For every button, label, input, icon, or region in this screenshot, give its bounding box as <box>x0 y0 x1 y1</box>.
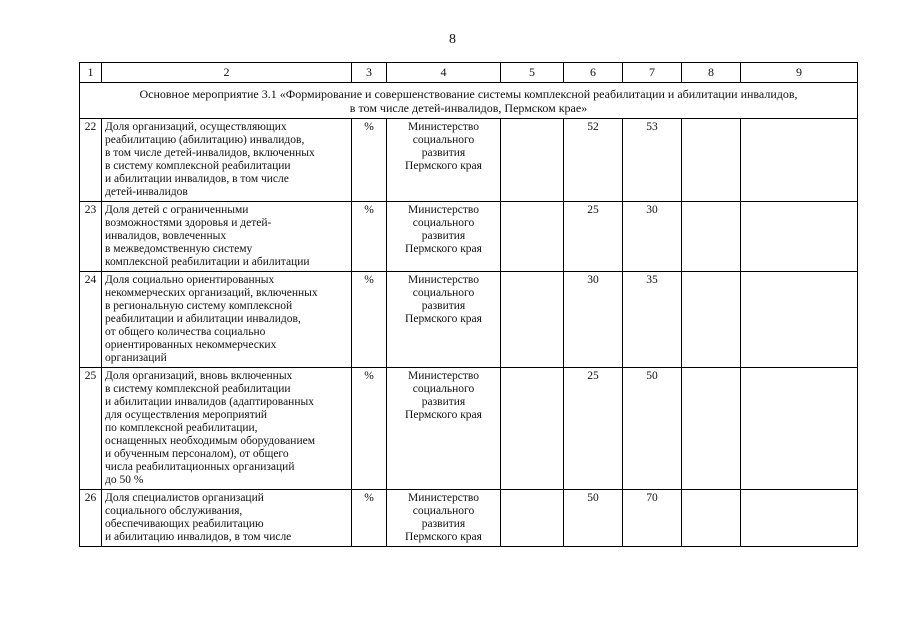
indicator-name <box>102 202 352 272</box>
column-number: 6 <box>564 63 623 83</box>
indicator-name-line: в том числе детей-инвалидов, включенных <box>105 147 315 159</box>
indicator-name-line: и абилитацию инвалидов, в том числе <box>105 531 292 543</box>
indicator-name-line: в систему комплексной реабилитации <box>105 383 291 395</box>
column-number: 8 <box>682 63 741 83</box>
responsible-org-line: социального <box>412 217 475 229</box>
indicator-name-line: социального обслуживания, <box>105 505 243 517</box>
indicator-name-line: в региональную систему комплексной <box>105 300 293 312</box>
responsible-org <box>387 368 501 490</box>
value-cell-8 <box>682 272 741 368</box>
responsible-org <box>387 202 501 272</box>
value-cell-8 <box>682 490 741 547</box>
indicator-name-line: оснащенных необходимым оборудованием <box>105 435 315 447</box>
table-row <box>80 202 858 272</box>
responsible-org-line: развития <box>421 230 466 242</box>
page-number: 8 <box>449 32 456 47</box>
indicator-name-line: Доля детей с ограниченными <box>105 204 249 216</box>
indicator-name-line: Доля специалистов организаций <box>105 492 264 504</box>
indicator-name-line: организаций <box>105 352 167 364</box>
indicator-name-line: до 50 % <box>105 474 144 486</box>
responsible-org-line: развития <box>421 147 466 159</box>
column-number: 1 <box>80 63 102 83</box>
responsible-org-line: Министерство <box>408 204 479 216</box>
indicator-name <box>102 490 352 547</box>
value-cell-9 <box>741 202 858 272</box>
unit-cell: % <box>352 272 387 368</box>
indicator-name-line: и обученным персоналом), от общего <box>105 448 289 460</box>
unit-cell: % <box>352 202 387 272</box>
row-number: 25 <box>80 368 102 490</box>
table-row <box>80 272 858 368</box>
responsible-org-line: развития <box>421 300 466 312</box>
indicator-name-line: Доля организаций, вновь включенных <box>105 370 293 382</box>
unit-cell: % <box>352 119 387 202</box>
value-cell-8 <box>682 119 741 202</box>
value-cell-9 <box>741 119 858 202</box>
value-cell-7: 30 <box>623 202 682 272</box>
indicator-name-line: ориентированных некоммерческих <box>105 339 277 351</box>
unit-cell: % <box>352 368 387 490</box>
indicator-name-line: инвалидов, вовлеченных <box>105 230 227 242</box>
indicator-name-line: в систему комплексной реабилитации <box>105 160 291 172</box>
value-cell-6: 52 <box>564 119 623 202</box>
value-cell-7: 53 <box>623 119 682 202</box>
column-numbers-row <box>80 63 858 83</box>
value-cell-7: 50 <box>623 368 682 490</box>
indicator-name-line: и абилитации инвалидов, в том числе <box>105 173 289 185</box>
indicator-name-line: детей-инвалидов <box>105 186 188 198</box>
responsible-org <box>387 490 501 547</box>
responsible-org-line: Пермского края <box>405 243 482 255</box>
responsible-org-line: социального <box>412 287 475 299</box>
responsible-org-line: Министерство <box>408 121 479 133</box>
responsible-org-line: Министерство <box>408 370 479 382</box>
value-cell-6: 25 <box>564 202 623 272</box>
indicator-name <box>102 368 352 490</box>
responsible-org-line: Пермского края <box>405 531 482 543</box>
value-cell-6: 50 <box>564 490 623 547</box>
responsible-org-line: социального <box>412 134 475 146</box>
indicator-name-line: реабилитацию (абилитацию) инвалидов, <box>105 134 305 146</box>
responsible-org-line: социального <box>412 383 475 395</box>
indicator-name-line: в межведомственную систему <box>105 243 253 255</box>
indicator-name-line: реабилитации и абилитации инвалидов, <box>105 313 301 325</box>
indicator-name-line: от общего количества социально <box>105 326 266 338</box>
indicator-name-line: обеспечивающих реабилитацию <box>105 518 264 530</box>
responsible-org-line: социального <box>412 505 475 517</box>
responsible-org <box>387 272 501 368</box>
value-cell-5 <box>501 119 564 202</box>
responsible-org-line: Министерство <box>408 492 479 504</box>
indicator-name-line: некоммерческих организаций, включенных <box>105 287 318 299</box>
value-cell-8 <box>682 368 741 490</box>
column-number: 7 <box>623 63 682 83</box>
value-cell-5 <box>501 272 564 368</box>
column-number: 2 <box>102 63 352 83</box>
indicator-name-line: Доля социально ориентированных <box>105 274 275 286</box>
indicator-name-line: Доля организаций, осуществляющих <box>105 121 287 133</box>
table-row <box>80 490 858 547</box>
responsible-org <box>387 119 501 202</box>
table-row <box>80 119 858 202</box>
value-cell-9 <box>741 272 858 368</box>
column-number: 3 <box>352 63 387 83</box>
column-number: 4 <box>387 63 501 83</box>
row-number: 23 <box>80 202 102 272</box>
value-cell-5 <box>501 368 564 490</box>
indicator-name-line: и абилитации инвалидов (адаптированных <box>105 396 314 408</box>
indicator-name-line: возможностями здоровья и детей- <box>105 217 272 229</box>
responsible-org-line: Пермского края <box>405 160 482 172</box>
indicator-name-line: для осуществления мероприятий <box>105 409 268 421</box>
value-cell-5 <box>501 202 564 272</box>
row-number: 22 <box>80 119 102 202</box>
value-cell-7: 35 <box>623 272 682 368</box>
indicator-name-line: комплексной реабилитации и абилитации <box>105 256 310 268</box>
unit-cell: % <box>352 490 387 547</box>
indicator-name <box>102 272 352 368</box>
indicators-table <box>79 62 858 547</box>
section-row <box>80 83 858 119</box>
responsible-org-line: развития <box>421 518 466 530</box>
row-number: 26 <box>80 490 102 547</box>
indicator-name-line: по комплексной реабилитации, <box>105 422 258 434</box>
value-cell-8 <box>682 202 741 272</box>
value-cell-9 <box>741 490 858 547</box>
indicator-name <box>102 119 352 202</box>
value-cell-5 <box>501 490 564 547</box>
value-cell-9 <box>741 368 858 490</box>
value-cell-6: 25 <box>564 368 623 490</box>
section-title-line: Основное мероприятие 3.1 «Формирование и совершенствование системы комплексной реабилитации и абилитации инвалидов, <box>139 87 798 101</box>
responsible-org-line: Министерство <box>408 274 479 286</box>
indicator-name-line: числа реабилитационных организаций <box>105 461 295 473</box>
row-number: 24 <box>80 272 102 368</box>
section-title <box>80 83 858 119</box>
value-cell-6: 30 <box>564 272 623 368</box>
value-cell-7: 70 <box>623 490 682 547</box>
section-title-line: в том числе детей-инвалидов, Пермском крае» <box>349 101 588 115</box>
column-number: 9 <box>741 63 858 83</box>
responsible-org-line: развития <box>421 396 466 408</box>
table-row <box>80 368 858 490</box>
responsible-org-line: Пермского края <box>405 409 482 421</box>
responsible-org-line: Пермского края <box>405 313 482 325</box>
column-number: 5 <box>501 63 564 83</box>
